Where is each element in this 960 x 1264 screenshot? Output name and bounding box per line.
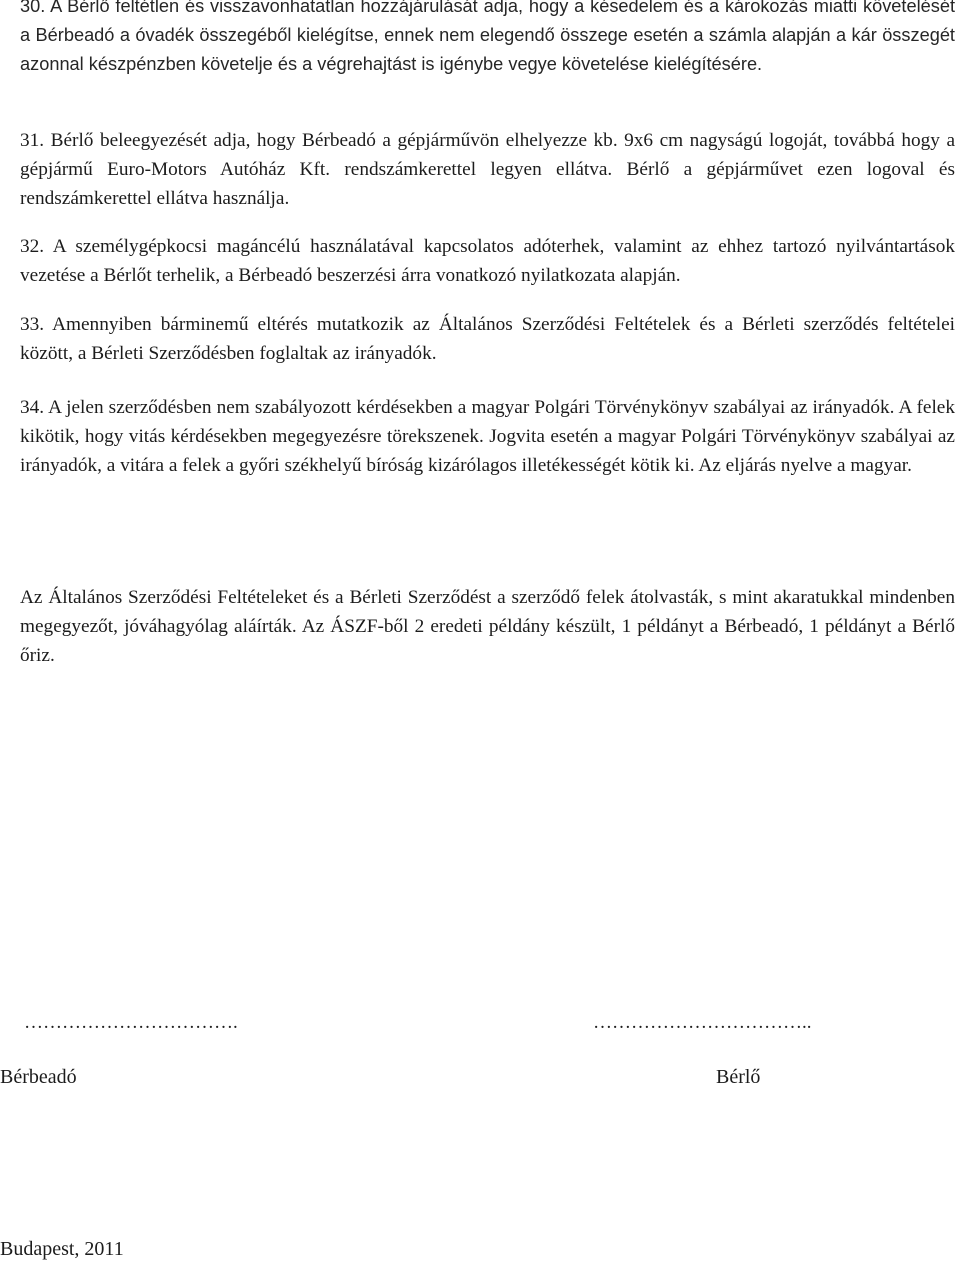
lessor-signature-line: ……………………………. bbox=[24, 1012, 238, 1033]
closing-statement: Az Általános Szerződési Feltételeket és a Bérleti Szerződést a szerződő felek átolvasták, s mint akaratukkal mindenben megegyezőt, jóváhagyólag aláírták. Az ÁSZF-ből 2 eredeti példány készült, 1 példányt a Bérbeadó, 1 példányt a Bérlő őriz. bbox=[20, 587, 955, 666]
paragraph-34: 34. A jelen szerződésben nem szabályozott kérdésekben a magyar Polgári Törvénykönyv szabályai az irányadók. A felek kikötik, hogy vitás kérdésekben megegyezésre törekszenek. Jogvita esetén a magyar Polgári Törvénykönyv szabályai az irányadók, a vitára a felek a győri székhelyű bíróság kizárólagos illetékességét kötik ki. Az eljárás nyelve a magyar. bbox=[20, 397, 955, 476]
paragraph-30: 30. A Bérlő feltétlen és visszavonhatatlan hozzájárulását adja, hogy a késedelem és a károkozás miatti követelését a Bérbeadó a óvadék összegéből kielégítse, ennek nem elegendő összege esetén a számla alapján a kár összegét azonnal készpénzben követelje és a végrehajtást is igénybe vegye követelése kielégítésére. bbox=[20, 0, 955, 74]
lessee-signature-line: …………………………….. bbox=[593, 1012, 812, 1033]
lessee-signature-label: Bérlő bbox=[716, 1066, 761, 1088]
paragraph-32: 32. A személygépkocsi magáncélú használatával kapcsolatos adóterhek, valamint az ehhez tartozó nyilvántartások vezetése a Bérlőt terhelik, a Bérbeadó beszerzési árra vonatkozó nyilatkozata alapján. bbox=[20, 236, 955, 286]
paragraph-31: 31. Bérlő beleegyezését adja, hogy Bérbeadó a gépjárművön elhelyezze kb. 9x6 cm nagyságú logoját, továbbá hogy a gépjármű Euro-Motors Autóház Kft. rendszámkerettel legyen ellátva. Bérlő a gépjárművet ezen logoval és rendszámkerettel ellátva használja. bbox=[20, 130, 955, 209]
lessor-signature-label: Bérbeadó bbox=[0, 1066, 77, 1088]
place-and-date: Budapest, 2011 bbox=[0, 1238, 124, 1260]
paragraph-33: 33. Amennyiben bárminemű eltérés mutatkozik az Általános Szerződési Feltételek és a Bérleti szerződés feltételei között, a Bérleti Szerződésben foglaltak az irányadók. bbox=[20, 314, 955, 364]
